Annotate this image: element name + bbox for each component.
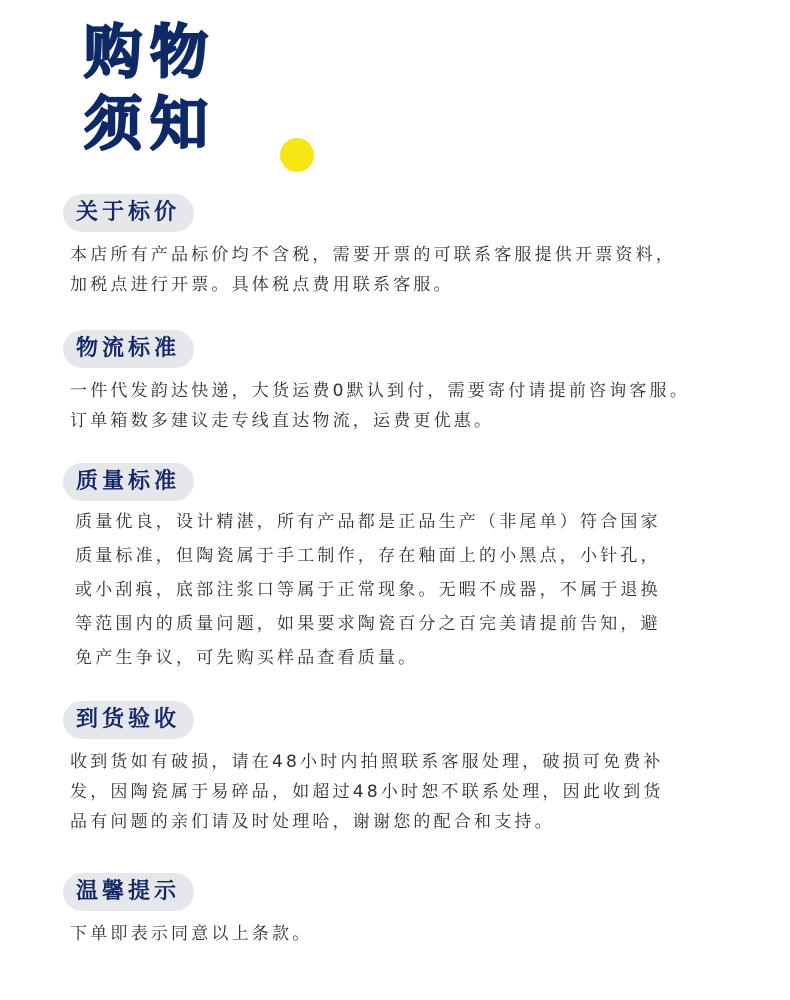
section-heading-pricing: 关于标价: [63, 194, 194, 232]
section-body-receipt: [63, 747, 763, 837]
section-heading-logistics: 物流标准: [63, 330, 194, 368]
section-logistics: [63, 330, 763, 436]
text-line: 一件代发韵达快递，大货运费0默认到付，需要寄付请提前咨询客服。: [70, 381, 691, 401]
page-title: [84, 20, 264, 170]
page-title-line-1: 购物: [84, 18, 217, 86]
section-heading-reminder: 温馨提示: [63, 873, 194, 911]
text-line: 质量标准，但陶瓷属于手工制作，存在釉面上的小黑点，小针孔，: [75, 546, 661, 566]
text-line: 等范围内的质量问题，如果要求陶瓷百分之百完美请提前告知，避: [75, 614, 661, 634]
text-line: 质量优良，设计精湛，所有产品都是正品生产（非尾单）符合国家: [75, 512, 661, 532]
text-line: 下单即表示同意以上条款。: [70, 924, 313, 944]
section-pricing: [63, 194, 763, 300]
page-title-line-2: 须知: [84, 90, 217, 158]
section-heading-quality: 质量标准: [63, 463, 194, 501]
text-line: 本店所有产品标价均不含税，需要开票的可联系客服提供开票资料，: [70, 245, 676, 265]
section-body-pricing: [63, 240, 763, 300]
text-line: 加税点进行开票。具体税点费用联系客服。: [70, 275, 454, 295]
section-body-reminder: [63, 919, 763, 949]
text-line: 或小刮痕，底部注浆口等属于正常现象。无暇不成器，不属于退换: [75, 580, 661, 600]
section-body-logistics: [63, 376, 763, 436]
section-quality: [63, 463, 763, 675]
section-reminder: [63, 873, 763, 949]
text-line: 订单箱数多建议走专线直达物流，运费更优惠。: [70, 411, 495, 431]
section-receipt: [63, 701, 763, 837]
text-line: 收到货如有破损，请在48小时内拍照联系客服处理，破损可免费补: [70, 752, 664, 772]
text-line: 品有问题的亲们请及时处理哈，谢谢您的配合和支持。: [70, 812, 555, 832]
text-line: 发，因陶瓷属于易碎品，如超过48小时恕不联系处理，因此收到货: [70, 782, 664, 802]
yellow-dot-decoration: [280, 138, 314, 172]
text-line: 免产生争议，可先购买样品查看质量。: [75, 648, 419, 668]
section-body-quality: [63, 505, 763, 675]
section-heading-receipt: 到货验收: [63, 701, 194, 739]
